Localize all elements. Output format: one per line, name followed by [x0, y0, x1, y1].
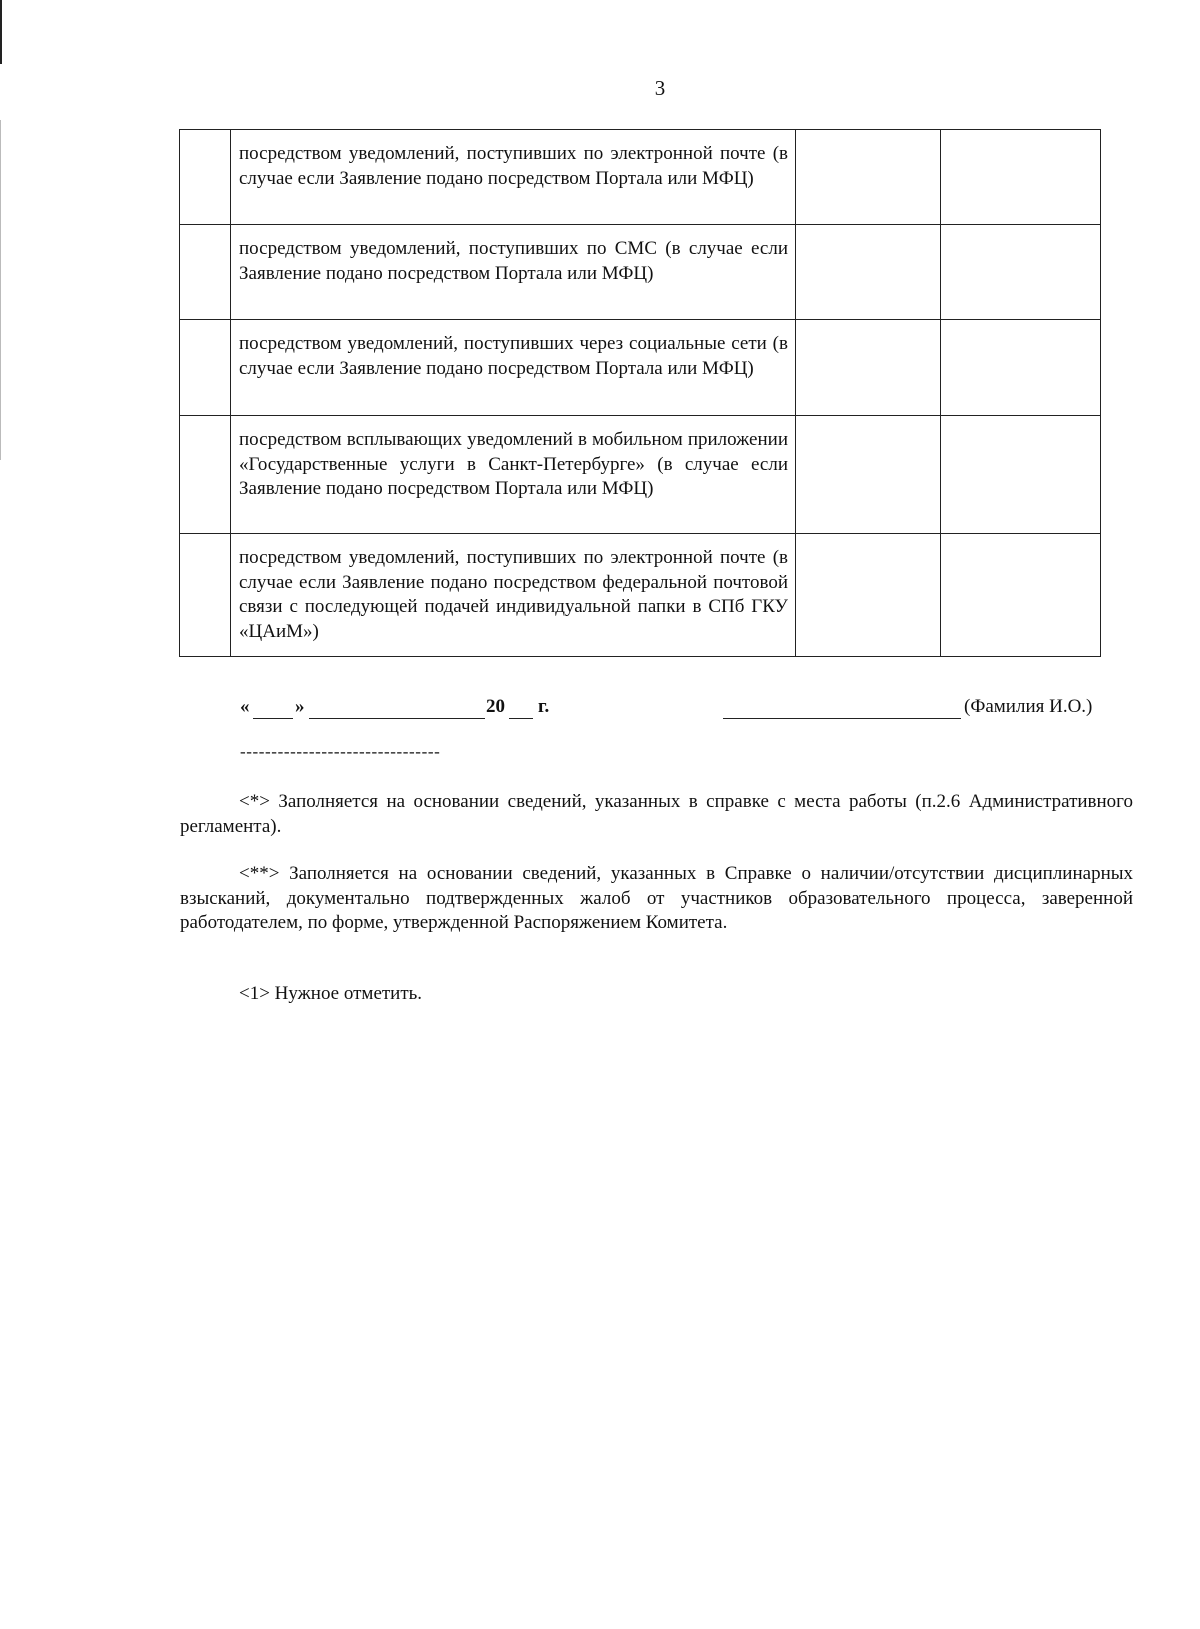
footnote-2: <**> Заполняется на основании сведений, указанных в Справке о наличии/отсутствии дисциплинарных взысканий, документально подтвержденных жалоб от участников образовательного процесса, заверенной работодателем, по форме, утвержденной Распоряжением Комитета. [180, 863, 1133, 933]
option-description-cell [231, 416, 796, 534]
note-cell[interactable] [941, 320, 1101, 416]
table-row [180, 534, 1101, 657]
note-cell[interactable] [941, 225, 1101, 320]
date-open-quote: « [240, 696, 250, 717]
signature-blank[interactable] [723, 718, 961, 719]
month-blank[interactable] [309, 718, 485, 719]
year-prefix: 20 [486, 696, 505, 717]
mark-cell[interactable] [796, 416, 941, 534]
option-text: посредством всплывающих уведомлений в мобильном приложении «Государственные услуги в Санкт-Петербурге» (в случае если Заявление подано посредством Портала или МФЦ) [239, 429, 788, 499]
year-blank[interactable] [509, 718, 533, 719]
mark-cell[interactable] [796, 225, 941, 320]
option-description-cell [231, 320, 796, 416]
note-cell[interactable] [941, 130, 1101, 225]
row-number-cell [180, 225, 231, 320]
table-row [180, 130, 1101, 225]
footnote-separator: -------------------------------- [240, 742, 441, 761]
note-cell[interactable] [941, 534, 1101, 657]
table-row [180, 320, 1101, 416]
footnote-3: <1> Нужное отметить. [239, 983, 423, 1004]
notification-options-table [179, 129, 1101, 657]
option-description-cell [231, 130, 796, 225]
page-number: 3 [654, 76, 666, 100]
note-cell[interactable] [941, 416, 1101, 534]
option-text: посредством уведомлений, поступивших по СМС (в случае если Заявление подано посредством Портала или МФЦ) [239, 238, 788, 284]
option-text: посредством уведомлений, поступивших через социальные сети (в случае если Заявление подано посредством Портала или МФЦ) [239, 333, 788, 379]
scan-edge-mark [0, 0, 2, 64]
date-close-quote: » [295, 696, 305, 717]
row-number-cell [180, 130, 231, 225]
table-row [180, 416, 1101, 534]
name-label: (Фамилия И.О.) [964, 696, 1093, 717]
footnote-1: <*> Заполняется на основании сведений, указанных в справке с места работы (п.2.6 Административного регламента). [180, 791, 1133, 837]
row-number-cell [180, 534, 231, 657]
mark-cell[interactable] [796, 130, 941, 225]
row-number-cell [180, 320, 231, 416]
option-description-cell [231, 225, 796, 320]
year-suffix: г. [538, 696, 550, 717]
mark-cell[interactable] [796, 320, 941, 416]
option-description-cell [231, 534, 796, 657]
mark-cell[interactable] [796, 534, 941, 657]
scan-edge-shadow [0, 120, 1, 460]
day-blank[interactable] [253, 718, 293, 719]
option-text: посредством уведомлений, поступивших по электронной почте (в случае если Заявление подано посредством федеральной почтовой связи с последующей подачей индивидуальной папки в СПб ГКУ «ЦАиМ») [239, 547, 788, 642]
row-number-cell [180, 416, 231, 534]
table-row [180, 225, 1101, 320]
signature-line [240, 696, 1120, 724]
option-text: посредством уведомлений, поступивших по электронной почте (в случае если Заявление подано посредством Портала или МФЦ) [239, 143, 788, 189]
